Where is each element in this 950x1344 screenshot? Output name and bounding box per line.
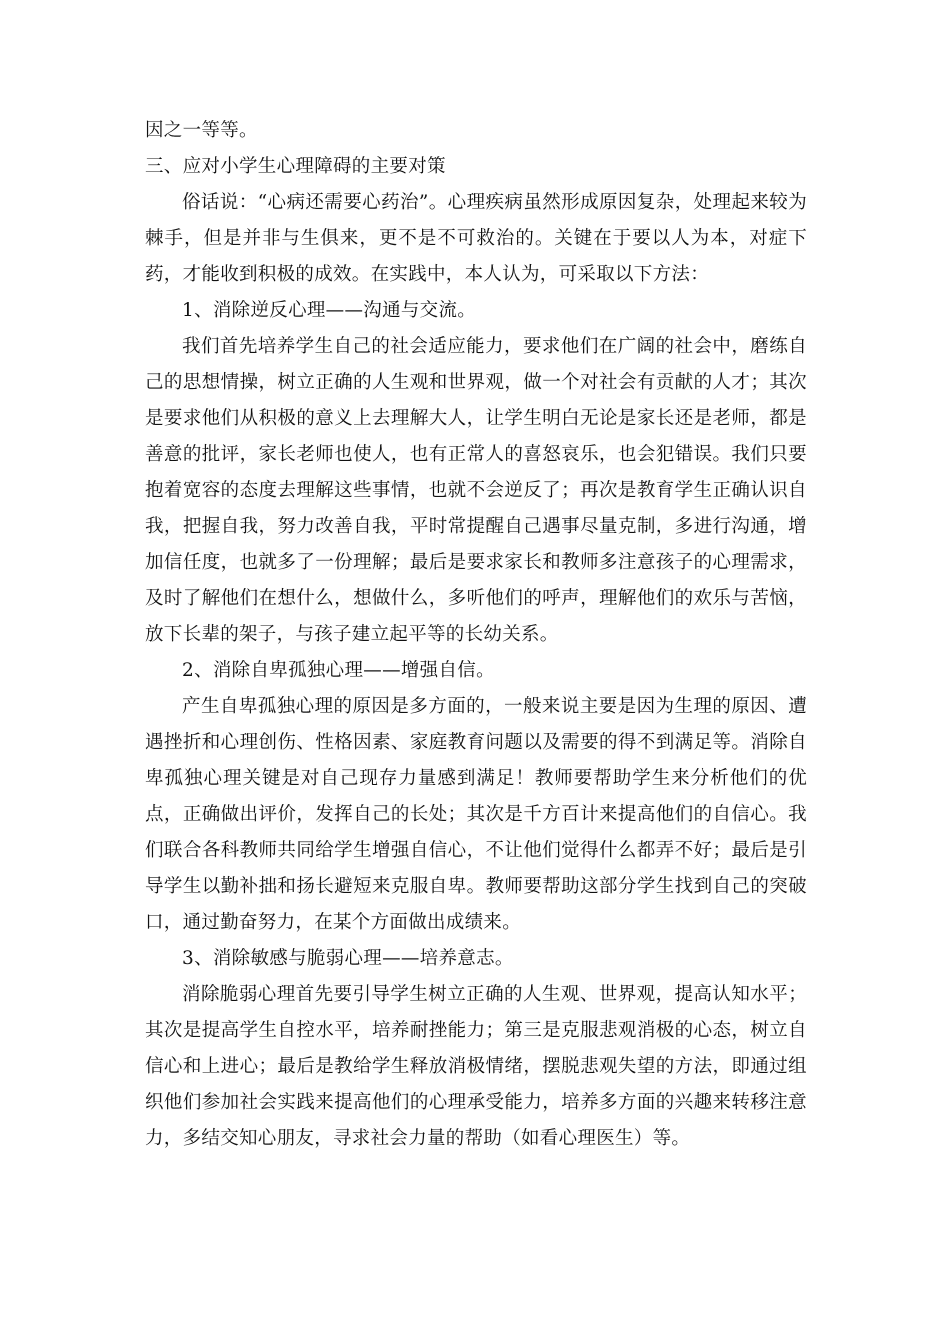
paragraph-inferiority: 产生自卑孤独心理的原因是多方面的，一般来说主要是因为生理的原因、遭遇挫折和心理创伤、性格因素、家庭教育问题以及需要的得不到满足等。消除自卑孤独心理关键是对自己现存力量感到满足！教师要帮助学生来分析他们的优点，正确做出评价，发挥自己的长处；其次是千方百计来提高他们的自信心。我们联合各科教师共同给学生增强自信心，不让他们觉得什么都弄不好；最后是引导学生以勤补拙和扬长避短来克服自卑。教师要帮助这部分学生找到自己的突破口，通过勤奋努力，在某个方面做出成绩来。 bbox=[145, 696, 807, 933]
subheading-rebellious: 1、消除逆反心理——沟通与交流。 bbox=[182, 300, 477, 321]
document-body bbox=[145, 113, 807, 1157]
paragraph-fragility: 消除脆弱心理首先要引导学生树立正确的人生观、世界观，提高认知水平；其次是提高学生自控水平，培养耐挫能力；第三是克服悲观消极的心态，树立自信心和上进心；最后是教给学生释放消极情绪，摆脱悲观失望的方法，即通过组织他们参加社会实践来提高他们的心理承受能力，培养多方面的兴趣来转移注意力，多结交知心朋友，寻求社会力量的帮助（如看心理医生）等。 bbox=[145, 984, 807, 1149]
paragraph-rebellious: 我们首先培养学生自己的社会适应能力，要求他们在广阔的社会中，磨练自己的思想情操，树立正确的人生观和世界观，做一个对社会有贡献的人才；其次是要求他们从积极的意义上去理解大人，让学生明白无论是家长还是老师，都是善意的批评，家长老师也使人，也有正常人的喜怒哀乐，也会犯错误。我们只要抱着宽容的态度去理解这些事情，也就不会逆反了；再次是教育学生正确认识自我，把握自我，努力改善自我，平时常提醒自己遇事尽量克制，多进行沟通，增加信任度，也就多了一份理解；最后是要求家长和教师多注意孩子的心理需求，及时了解他们在想什么，想做什么，多听他们的呼声，理解他们的欢乐与苦恼，放下长辈的架子，与孩子建立起平等的长幼关系。 bbox=[145, 336, 807, 645]
subheading-inferiority: 2、消除自卑孤独心理——增强自信。 bbox=[182, 660, 495, 681]
paragraph-continuation: 因之一等等。 bbox=[145, 120, 258, 141]
section-heading: 三、应对小学生心理障碍的主要对策 bbox=[145, 156, 446, 177]
paragraph-intro: 俗话说：“心病还需要心药治”。心理疾病虽然形成原因复杂，处理起来较为棘手，但是并非与生俱来，更不是不可救治的。关键在于要以人为本，对症下药，才能收到积极的成效。在实践中，本人认为，可采取以下方法： bbox=[145, 192, 807, 285]
subheading-fragility: 3、消除敏感与脆弱心理——培养意志。 bbox=[182, 948, 514, 969]
